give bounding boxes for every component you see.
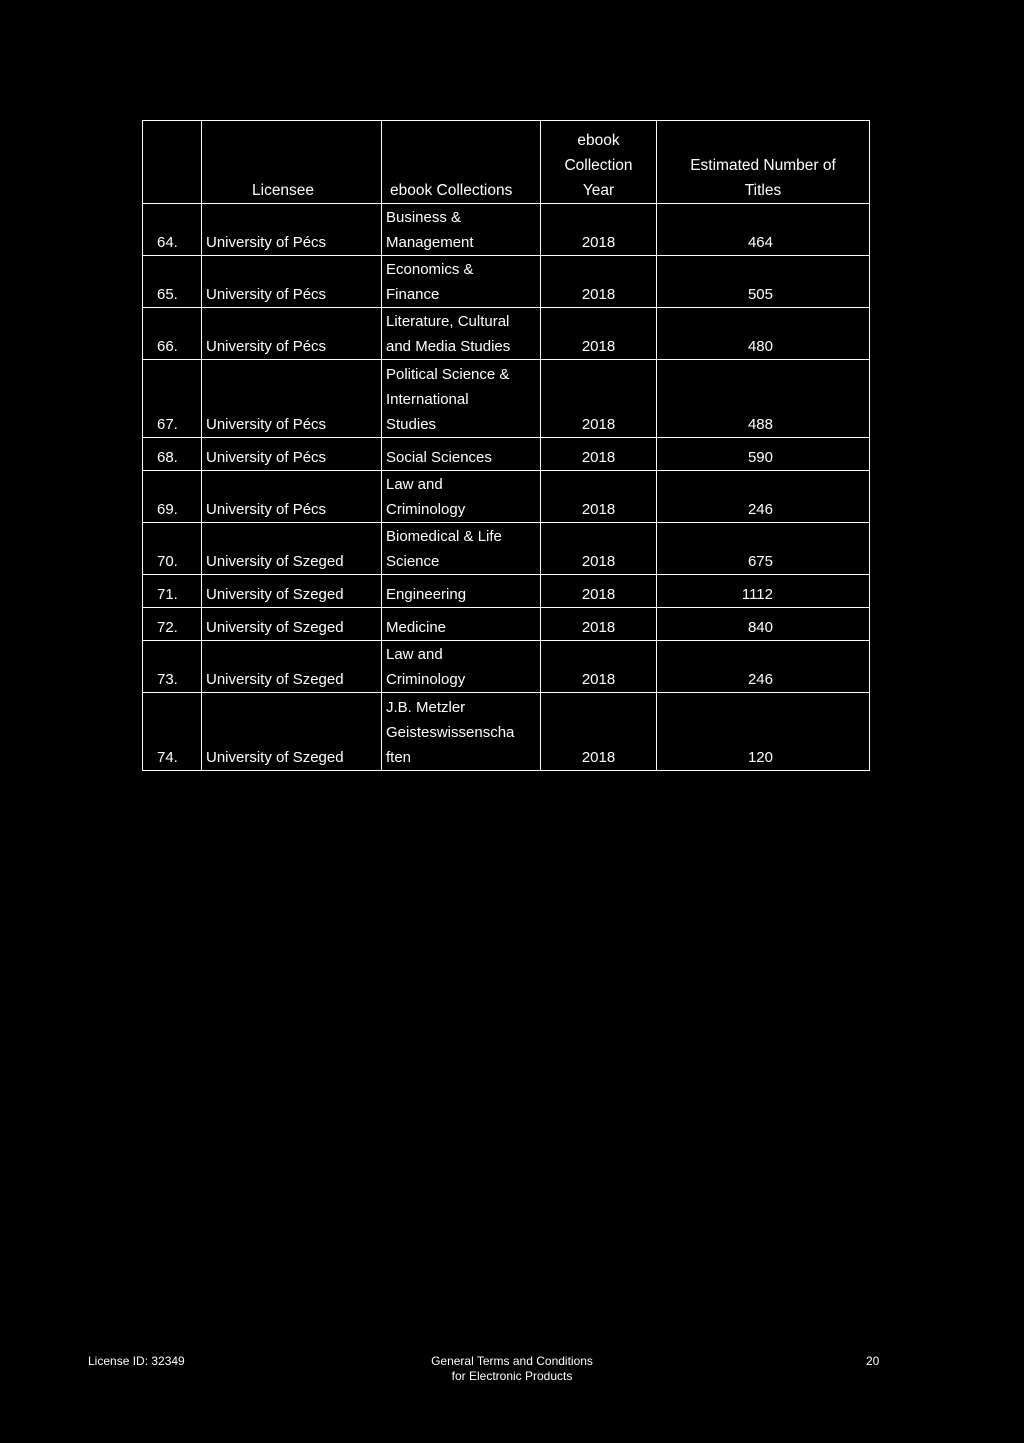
row-number: 71. xyxy=(143,575,202,608)
row-year: 2018 xyxy=(541,471,657,523)
row-titles: 488 xyxy=(657,360,870,438)
row-collection: Political Science & International Studies xyxy=(382,360,541,438)
header-collections: ebook Collections xyxy=(382,121,541,204)
row-year: 2018 xyxy=(541,204,657,256)
row-titles: 120 xyxy=(657,693,870,771)
row-year: 2018 xyxy=(541,693,657,771)
row-titles: 246 xyxy=(657,641,870,693)
row-licensee: University of Pécs xyxy=(202,204,382,256)
table-row xyxy=(143,693,870,771)
row-number: 64. xyxy=(143,204,202,256)
header-number xyxy=(143,121,202,204)
header-licensee: Licensee xyxy=(202,121,382,204)
table-row xyxy=(143,360,870,438)
row-collection: Biomedical & Life Science xyxy=(382,523,541,575)
row-licensee: University of Pécs xyxy=(202,308,382,360)
table-row xyxy=(143,523,870,575)
row-collection: J.B. Metzler Geisteswissenscha ften xyxy=(382,693,541,771)
row-year: 2018 xyxy=(541,438,657,471)
row-number: 74. xyxy=(143,693,202,771)
row-titles: 675 xyxy=(657,523,870,575)
row-year: 2018 xyxy=(541,575,657,608)
row-licensee: University of Pécs xyxy=(202,438,382,471)
table-row xyxy=(143,256,870,308)
row-number: 69. xyxy=(143,471,202,523)
row-year: 2018 xyxy=(541,308,657,360)
row-titles: 464 xyxy=(657,204,870,256)
row-number: 72. xyxy=(143,608,202,641)
row-number: 66. xyxy=(143,308,202,360)
row-titles: 1112 xyxy=(657,575,870,608)
row-number: 70. xyxy=(143,523,202,575)
row-licensee: University of Szeged xyxy=(202,641,382,693)
row-titles: 246 xyxy=(657,471,870,523)
row-number: 67. xyxy=(143,360,202,438)
row-collection: Law and Criminology xyxy=(382,641,541,693)
row-collection: Law and Criminology xyxy=(382,471,541,523)
row-titles: 480 xyxy=(657,308,870,360)
row-collection: Economics & Finance xyxy=(382,256,541,308)
table-row xyxy=(143,471,870,523)
row-licensee: University of Szeged xyxy=(202,693,382,771)
row-collection: Business & Management xyxy=(382,204,541,256)
row-licensee: University of Szeged xyxy=(202,608,382,641)
row-number: 73. xyxy=(143,641,202,693)
row-number: 68. xyxy=(143,438,202,471)
footer-page-number: 20 xyxy=(866,1354,880,1368)
row-collection: Engineering xyxy=(382,575,541,608)
footer-license-id: License ID: 32349 xyxy=(88,1354,185,1368)
row-year: 2018 xyxy=(541,641,657,693)
row-licensee: University of Szeged xyxy=(202,575,382,608)
header-year: ebook Collection Year xyxy=(541,121,657,204)
table-row xyxy=(143,438,870,471)
row-year: 2018 xyxy=(541,360,657,438)
row-year: 2018 xyxy=(541,256,657,308)
row-collection: Social Sciences xyxy=(382,438,541,471)
row-collection: Literature, Cultural and Media Studies xyxy=(382,308,541,360)
table-row xyxy=(143,641,870,693)
header-titles: Estimated Number of Titles xyxy=(657,121,870,204)
row-titles: 590 xyxy=(657,438,870,471)
table-header-row xyxy=(143,121,870,204)
row-number: 65. xyxy=(143,256,202,308)
row-titles: 505 xyxy=(657,256,870,308)
row-licensee: University of Pécs xyxy=(202,256,382,308)
row-licensee: University of Pécs xyxy=(202,471,382,523)
table-row xyxy=(143,575,870,608)
table-row xyxy=(143,608,870,641)
row-year: 2018 xyxy=(541,608,657,641)
row-titles: 840 xyxy=(657,608,870,641)
table-row xyxy=(143,204,870,256)
row-collection: Medicine xyxy=(382,608,541,641)
row-licensee: University of Szeged xyxy=(202,523,382,575)
table-row xyxy=(143,308,870,360)
row-licensee: University of Pécs xyxy=(202,360,382,438)
row-year: 2018 xyxy=(541,523,657,575)
footer-terms: General Terms and Conditions for Electronic Products xyxy=(431,1354,593,1383)
titles-table xyxy=(142,120,870,771)
